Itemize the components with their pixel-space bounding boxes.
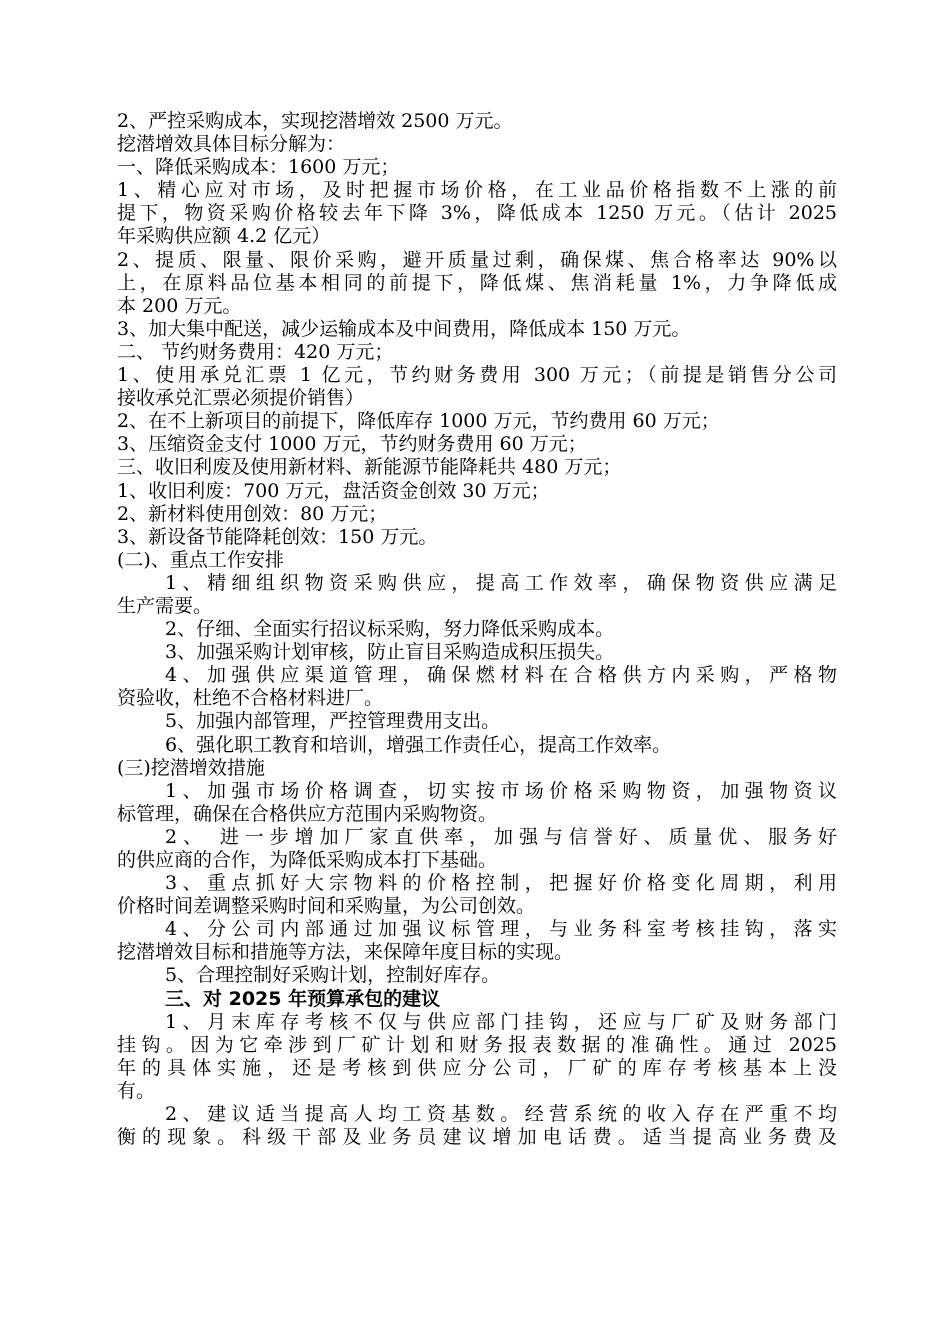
text-line: 2、 进一步增加厂家直供率，加强与信誉好、质量优、服务好 bbox=[165, 825, 837, 848]
text-line: 2、在不上新项目的前提下，降低库存 1000 万元，节约费用 60 万元； bbox=[117, 410, 720, 433]
text-line: 上，在原料品位基本相同的前提下，降低煤、焦消耗量 1%，力争降低成 bbox=[117, 271, 837, 294]
text-line: 资验收，杜绝不合格材料进厂。 bbox=[117, 687, 384, 710]
text-line: 挂钩。因为它牵涉到厂矿计划和财务报表数据的准确性。通过 2025 bbox=[117, 1033, 837, 1056]
text-line: 三、收旧利废及使用新材料、新能源节能降耗共 480 万元； bbox=[117, 456, 622, 479]
text-line: 有。 bbox=[117, 1079, 156, 1102]
text-line: 本 200 万元。 bbox=[117, 294, 242, 317]
text-line: 3、加强采购计划审核，防止盲目采购造成积压损失。 bbox=[165, 641, 615, 664]
document-page bbox=[117, 110, 837, 1149]
text-line: 1、精细组织物资采购供应，提高工作效率，确保物资供应满足 bbox=[165, 571, 837, 594]
text-line: 2、提质、限量、限价采购，避开质量过剩，确保煤、焦合格率达 90%以 bbox=[117, 248, 837, 271]
text-line: 2、严控采购成本，实现挖潜增效 2500 万元。 bbox=[117, 110, 513, 132]
text-line: 3、重点抓好大宗物料的价格控制，把握好价格变化周期，利用 bbox=[165, 872, 837, 895]
text-line: 1、收旧利废：700 万元，盘活资金创效 30 万元； bbox=[117, 479, 550, 502]
text-line: 3、压缩资金支付 1000 万元，节约财务费用 60 万元； bbox=[117, 433, 587, 456]
text-line: 2、仔细、全面实行招议标采购，努力降低采购成本。 bbox=[165, 618, 615, 641]
text-line: 3、新设备节能降耗创效：150 万元。 bbox=[117, 525, 438, 548]
text-line: 3、加大集中配送，减少运输成本及中间费用，降低成本 150 万元。 bbox=[117, 317, 691, 340]
text-line: 价格时间差调整采购时间和采购量，为公司创效。 bbox=[117, 895, 536, 918]
text-line: 生产需要。 bbox=[117, 594, 213, 617]
text-line: 6、强化职工教育和培训，增强工作责任心，提高工作效率。 bbox=[165, 733, 672, 756]
text-line: (三)挖潜增效措施 bbox=[117, 756, 265, 779]
section-heading: 三、对 2025 年预算承包的建议 bbox=[165, 987, 441, 1010]
text-line: 2、建议适当提高人均工资基数。经营系统的收入存在严重不均 bbox=[165, 1103, 837, 1126]
text-line: 5、合理控制好采购计划，控制好库存。 bbox=[165, 964, 501, 987]
text-line: 1、使用承兑汇票 1 亿元，节约财务费用 300 万元；（前提是销售分公司 bbox=[117, 364, 837, 387]
text-line: 挖潜增效目标和措施等方法，来保障年度目标的实现。 bbox=[117, 941, 574, 964]
text-line: 1、月末库存考核不仅与供应部门挂钩，还应与厂矿及财务部门 bbox=[165, 1010, 837, 1033]
text-line: 4、加强供应渠道管理，确保燃材料在合格供方内采购，严格物 bbox=[165, 664, 837, 687]
text-line: 1、精心应对市场，及时把握市场价格，在工业品价格指数不上涨的前 bbox=[117, 179, 837, 202]
text-line: 标管理，确保在合格供应方范围内采购物资。 bbox=[117, 802, 498, 825]
text-line: 接收承兑汇票必须提价销售） bbox=[117, 387, 365, 410]
text-line: 年的具体实施，还是考核到供应分公司，厂矿的库存考核基本上没 bbox=[117, 1056, 837, 1079]
text-line: (二)、重点工作安排 bbox=[117, 548, 284, 571]
text-line: 二、 节约财务费用：420 万元； bbox=[117, 340, 394, 363]
text-line: 年采购供应额 4.2 亿元） bbox=[117, 225, 331, 248]
text-line: 5、加强内部管理，严控管理费用支出。 bbox=[165, 710, 501, 733]
text-line: 一、降低采购成本：1600 万元； bbox=[117, 156, 400, 179]
text-line: 衡的现象。科级干部及业务员建议增加电话费。适当提高业务费及 bbox=[117, 1126, 837, 1149]
text-line: 2、新材料使用创效：80 万元； bbox=[117, 502, 388, 525]
text-line: 挖潜增效具体目标分解为： bbox=[117, 133, 346, 156]
text-line: 的供应商的合作，为降低采购成本打下基础。 bbox=[117, 849, 498, 871]
text-line: 提下，物资采购价格较去年下降 3%，降低成本 1250 万元。（估计 2025 bbox=[117, 202, 837, 225]
text-line: 1、加强市场价格调查，切实按市场价格采购物资，加强物资议 bbox=[165, 779, 837, 802]
text-line: 4、分公司内部通过加强议标管理，与业务科室考核挂钩，落实 bbox=[165, 918, 837, 941]
